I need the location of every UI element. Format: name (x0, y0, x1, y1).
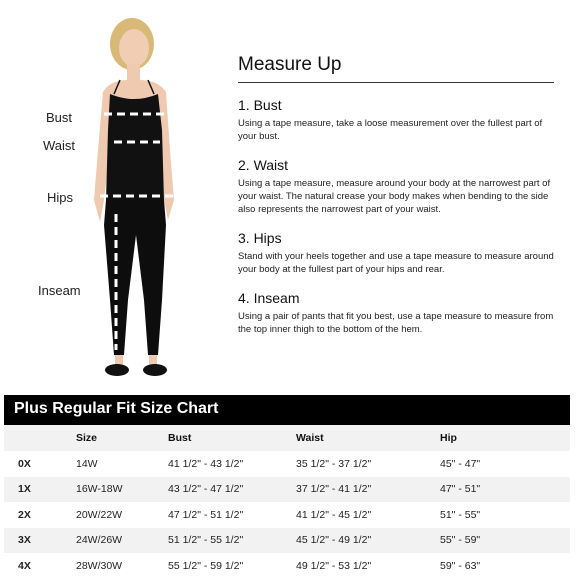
size-cell: 16W-18W (76, 477, 168, 503)
column-header-waist: Waist (296, 425, 440, 451)
bust-cell: 43 1/2" - 47 1/2" (168, 477, 296, 503)
table-row (4, 528, 570, 554)
table-row (4, 553, 570, 579)
step-inseam (238, 290, 554, 336)
table-row (4, 502, 570, 528)
column-header (4, 425, 76, 451)
step-text: Using a tape measure, measure around your body at the narrowest part of your waist. The natural crease your body makes when bending to the side also represents the narrowest part of your waist. (238, 178, 551, 215)
hip-cell: 47" - 51" (440, 477, 570, 503)
bust-cell: 51 1/2" - 55 1/2" (168, 528, 296, 554)
size-cell: 20W/22W (76, 508, 123, 521)
step-waist (238, 157, 554, 216)
step-title: 4. Inseam (238, 290, 300, 306)
size-code: 4X (18, 559, 31, 572)
step-title: 3. Hips (238, 230, 282, 246)
bust-label: Bust (46, 110, 73, 125)
step-title: 1. Bust (238, 97, 282, 113)
step-text: Using a tape measure, take a loose measurement over the fullest part of your bust. (238, 118, 543, 142)
size-code: 1X (4, 477, 76, 503)
column-header-bust: Bust (168, 425, 296, 451)
table-header-row (4, 425, 570, 451)
bust-cell: 41 1/2" - 43 1/2" (168, 457, 244, 470)
waist-label: Waist (43, 138, 76, 153)
table-row (4, 451, 570, 477)
step-title: 2. Waist (238, 157, 289, 173)
waist-cell: 49 1/2" - 53 1/2" (296, 559, 372, 572)
size-cell: 14W (76, 457, 98, 470)
column-header-size: Size (76, 425, 168, 451)
table-row (4, 477, 570, 503)
hip-cell: 45" - 47" (440, 457, 481, 470)
size-code: 2X (18, 508, 31, 521)
hips-label: Hips (47, 190, 74, 205)
size-chart-title: Plus Regular Fit Size Chart (4, 395, 570, 425)
size-code: 0X (18, 457, 31, 470)
measure-guide (238, 54, 554, 336)
hip-cell: 55" - 59" (440, 528, 570, 554)
waist-cell: 37 1/2" - 41 1/2" (296, 477, 440, 503)
waist-cell: 35 1/2" - 37 1/2" (296, 457, 372, 470)
step-text: Using a pair of pants that fit you best, use a tape measure to measure from the top inner thigh to the bottom of the hem. (238, 311, 554, 335)
inseam-label: Inseam (38, 283, 81, 298)
waist-cell: 45 1/2" - 49 1/2" (296, 528, 440, 554)
size-chart (4, 395, 570, 578)
waist-cell: 41 1/2" - 45 1/2" (296, 508, 372, 521)
size-cell: 24W/26W (76, 528, 168, 554)
bust-cell: 47 1/2" - 51 1/2" (168, 508, 244, 521)
step-text: Stand with your heels together and use a tape measure to measure around your body at the fullest part of your hips and rear. (238, 251, 554, 275)
size-cell: 28W/30W (76, 559, 123, 572)
size-table (4, 425, 570, 579)
step-bust (238, 97, 554, 143)
model-illustration (70, 10, 210, 390)
hip-cell: 51" - 55" (440, 508, 481, 521)
hip-cell: 59" - 63" (440, 559, 481, 572)
bust-cell: 55 1/2" - 59 1/2" (168, 559, 244, 572)
guide-title: Measure Up (238, 54, 554, 83)
step-hips (238, 230, 554, 276)
measurement-figure (0, 0, 230, 395)
column-header-hip: Hip (440, 425, 570, 451)
size-code: 3X (4, 528, 76, 554)
